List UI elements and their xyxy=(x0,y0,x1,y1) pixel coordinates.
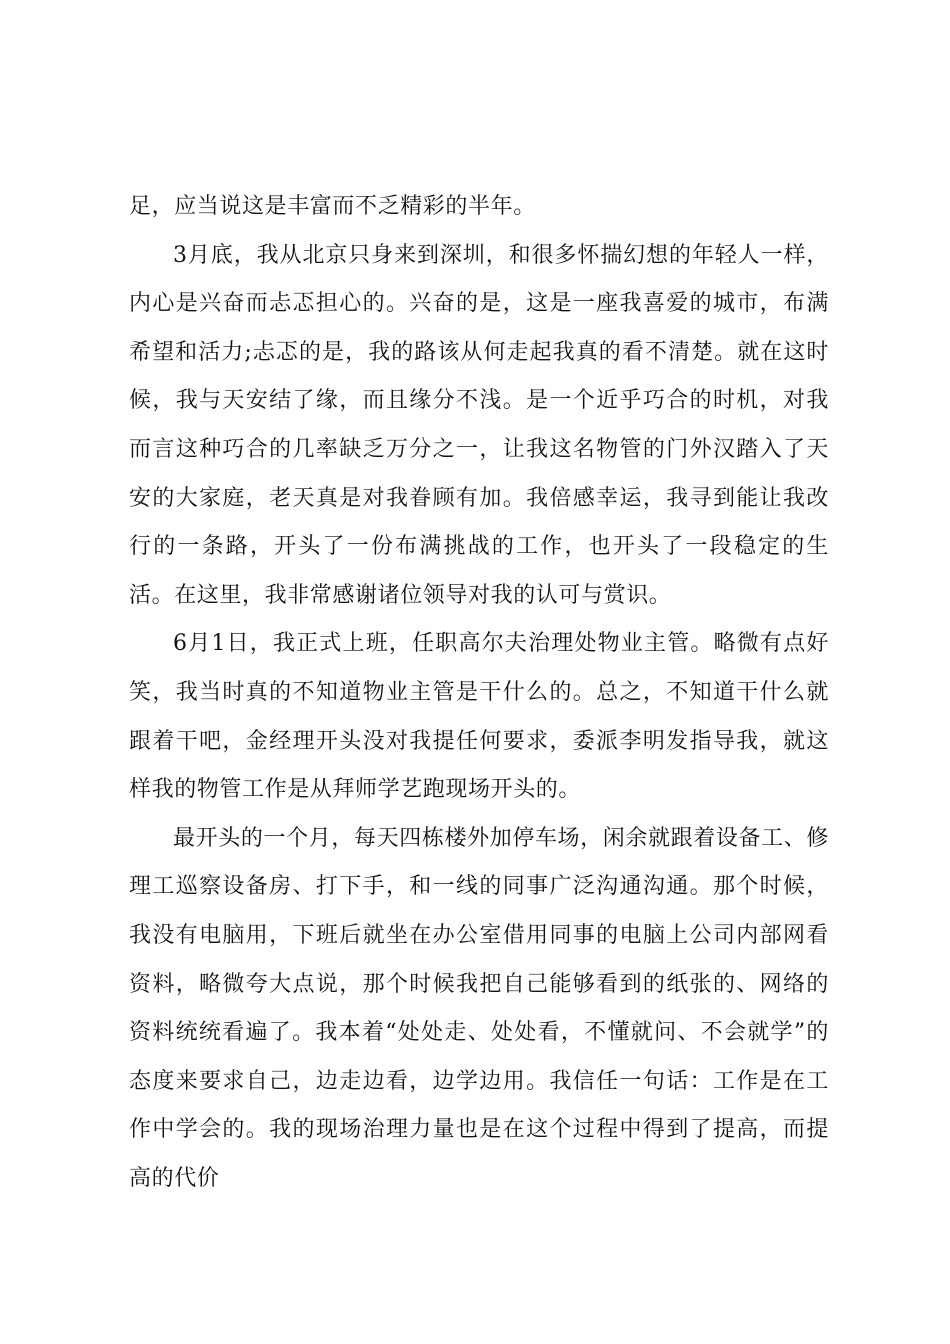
paragraph-first-month: 最开头的一个月，每天四栋楼外加停车场，闲余就跟着设备工、修理工巡察设备房、打下手，和一线的同事广泛沟通沟通。那个时候，我没有电脑用，下班后就坐在办公室借用同事的电脑上公司内部网看资料，略微夸大点说，那个时候我把自己能够看到的纸张的、网络的资料统统看遍了。我本着“处处走、处处看，不懂就问、不会就学”的态度来要求自己，边走边看，边学边用。我信任一句话：工作是在工作中学会的。我的现场治理力量也是在这个过程中得到了提高，而提高的代价 xyxy=(129,825,829,1191)
paragraph-arrival: 3月底，我从北京只身来到深圳，和很多怀揣幻想的年轻人一样，内心是兴奋而忐忑担心的。兴奋的是，这是一座我喜爱的城市，布满希望和活力;忐忑的是，我的路该从何走起我真的看不清楚。就在这时候，我与天安结了缘，而且缘分不浅。是一个近乎巧合的时机，对我而言这种巧合的几率缺乏万分之一，让我这名物管的门外汉踏入了天安的大家庭，老天真是对我眷顾有加。我倍感幸运，我寻到能让我改行的一条路，开头了一份布满挑战的工作，也开头了一段稳定的生活。在这里，我非常感谢诸位领导对我的认可与赏识。 xyxy=(129,242,829,608)
document-body xyxy=(129,183,829,1203)
paragraph-continuation: 足，应当说这是丰富而不乏精彩的半年。 xyxy=(129,194,536,219)
paragraph-first-day: 6月1日，我正式上班，任职高尔夫治理处物业主管。略微有点好笑，我当时真的不知道物业主管是干什么的。总之，不知道干什么就跟着干吧，金经理开头没对我提任何要求，委派李明发指导我，就这样我的物管工作是从拜师学艺跑现场开头的。 xyxy=(129,631,829,803)
